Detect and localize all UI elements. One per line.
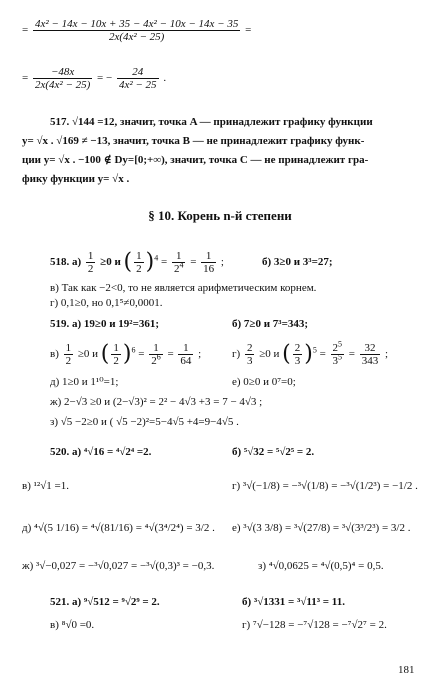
fraction-half: $\frac{1}{2}$ [87, 250, 94, 275]
period: . [163, 72, 167, 85]
equation-line-2 [22, 66, 166, 91]
denominator: 2x(4x² − 25) [34, 79, 91, 91]
p520-a: 520. а) ⁴√16 = ⁴√2⁴ =2. [50, 446, 152, 458]
p517-line-1: 517. √144 =12, значит, точка A — принадлежит графику функции [50, 116, 373, 128]
p519-z: з) √5 −2≥0 и ( √5 −2)²=5−4√5 +4=9−4√5 . [50, 416, 239, 428]
equals-sign: = [22, 24, 29, 37]
p518-g: г) 0,1≥0, но 0,1⁵≠0,0001. [50, 297, 163, 309]
denominator: 4x² − 25 [118, 79, 157, 91]
p519-d: д) 1≥0 и 1¹⁰=1; [50, 376, 119, 388]
p520-z: з) ⁴√0,0625 = ⁴√(0,5)⁴ = 0,5. [258, 560, 384, 572]
section-title: § 10. Корень n-й степени [148, 208, 292, 223]
fraction: $\frac{1}{16}$ [203, 250, 215, 275]
p520-b: б) ⁵√32 = ⁵√2⁵ = 2. [232, 446, 315, 458]
fraction [33, 66, 92, 91]
p519-v: в) $\frac{1}{2}$ ≥0 и ( $\frac{1}{2}$ )$^6$ = $\frac{1}{2^6}$ = $\frac{1}{64}$ ; [50, 341, 202, 367]
p519-b: б) 7≥0 и 7³=343; [232, 318, 309, 330]
item-label: в) [50, 348, 59, 361]
item-label: г) [232, 348, 241, 361]
p521-g: г) ⁷√−128 = −⁷√128 = −⁷√2⁷ = 2. [242, 619, 387, 631]
p519-a: 519. а) 19≥0 и 19²=361; [50, 318, 160, 330]
p520-g: г) ³√(−1/8) = −³√(1/8) = −³√(1/2³) = −1/2 . [232, 480, 418, 492]
p517-line-4: фику функции y= √x . [22, 173, 130, 185]
item-label: 518. а) [50, 256, 82, 269]
fraction-half: $\frac{1}{2}$ [136, 250, 142, 275]
p519-zh: ж) 2−√3 ≥0 и (2−√3)² = 2² − 4√3 +3 = 7 − 4√3 ; [50, 396, 263, 408]
denominator: 2x(4x² − 25) [108, 31, 165, 43]
p520-e: е) ³√(3 3/8) = ³√(27/8) = ³√(3³/2³) = 3/2 . [232, 522, 411, 534]
p521-b: б) ³√1331 = ³√11³ = 11. [242, 596, 345, 608]
equals-sign: = [22, 72, 29, 85]
numerator: −48x [33, 66, 92, 79]
p520-zh: ж) ³√−0,027 = −³√0,027 = −³√(0,3)³ = −0,3. [22, 560, 215, 572]
numerator: 24 [117, 66, 159, 79]
equals-minus: = − [97, 72, 113, 85]
equation-line-1 [22, 18, 251, 43]
fraction [117, 66, 159, 91]
p518-v: в) Так как −2<0, то не является арифметическим корнем. [50, 282, 317, 294]
p517-line-2: y= √x . √169 ≠ −13, значит, точка B — не принадлежит графику функ- [22, 135, 365, 147]
p518-a: 518. а) $\frac{1}{2}$ ≥0 и ( $\frac{1}{2}$ )$^4$ = $\frac{1}{2^4}$ = $\frac{1}{16}$ ; [50, 249, 224, 275]
p519-g: г) $\frac{2}{3}$ ≥0 и ( $\frac{2}{3}$ )$^5$ = $\frac{2^5}{3^5}$ = $\frac{32}{343}$ ; [232, 339, 389, 367]
p520-v: в) ¹²√1 =1. [22, 480, 69, 492]
p517-line-3: ции y= √x . −100 ∉ Dy=[0;+∞), значит, точка C — не принадлежит гра- [22, 154, 369, 166]
p521-a: 521. а) ⁹√512 = ⁹√2⁹ = 2. [50, 596, 160, 608]
fraction [33, 18, 240, 43]
p520-d: д) ⁴√(5 1/16) = ⁴√(81/16) = ⁴√(3⁴/2⁴) = 3/2 . [22, 522, 215, 534]
p518-b: б) 3≥0 и 3³=27; [262, 256, 333, 268]
p521-v: в) ⁸√0 =0. [50, 619, 95, 631]
equals-sign: = [245, 24, 252, 37]
p519-e: е) 0≥0 и 0⁷=0; [232, 376, 296, 388]
item-condition: ≥0 и [100, 256, 121, 269]
page-number: 181 [398, 664, 415, 676]
numerator: 4x² − 14x − 10x + 35 − 4x² − 10x − 14x − 35 [34, 18, 239, 30]
fraction: $\frac{1}{2^4}$ [173, 250, 184, 275]
